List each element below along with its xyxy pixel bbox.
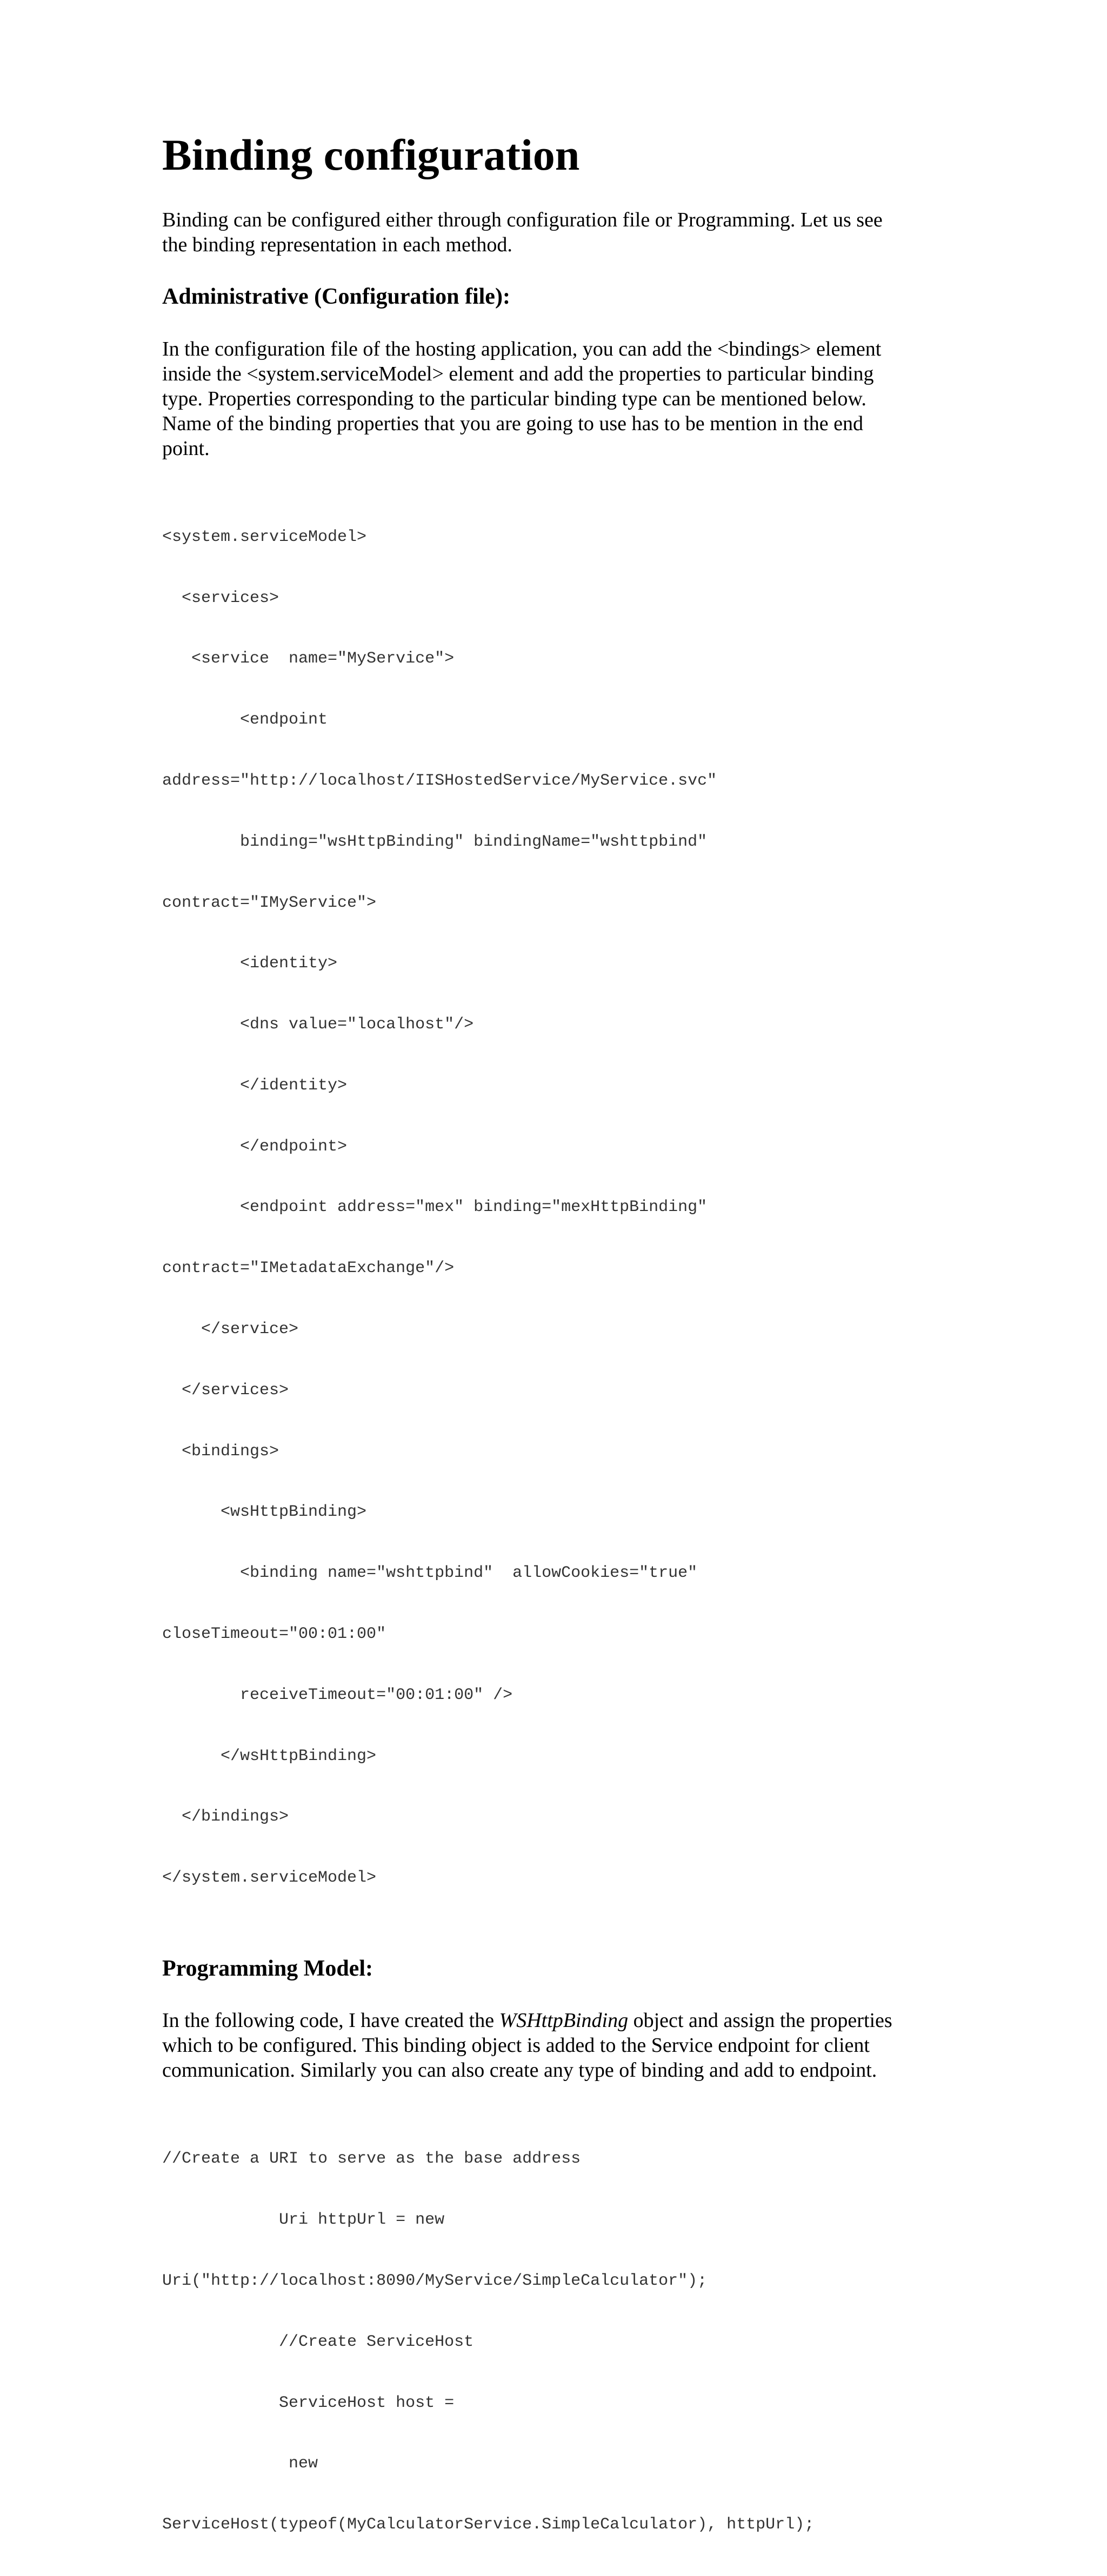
admin-paragraph-line: point. [162, 437, 210, 460]
intro-line: the binding representation in each method. [162, 233, 512, 257]
code-line: <dns value="localhost"/> [162, 1015, 474, 1034]
document-page [162, 108, 962, 2576]
code-line: contract="IMetadataExchange"/> [162, 1259, 455, 1278]
admin-paragraph-line: In the configuration file of the hosting application, you can add the <bindings> element [162, 337, 882, 360]
code-line: <endpoint [162, 711, 328, 730]
code-line: address="http://localhost/IISHostedService/MyService.svc" [162, 772, 717, 790]
code-line: <services> [162, 588, 279, 607]
code-line: </bindings> [162, 1808, 289, 1826]
code-line: receiveTimeout="00:01:00" /> [162, 1685, 513, 1704]
code-line: new [162, 2454, 318, 2473]
admin-paragraph-line: inside the <system.serviceModel> element and add the properties to particular binding [162, 362, 874, 385]
code-line: contract="IMyService"> [162, 893, 377, 912]
admin-paragraph [162, 337, 962, 461]
code-line: <system.serviceModel> [162, 527, 367, 546]
code-line: closeTimeout="00:01:00" [162, 1624, 386, 1643]
admin-paragraph-line: type. Properties corresponding to the particular binding type can be mentioned below. [162, 387, 866, 410]
code-line: Uri httpUrl = new [162, 2211, 445, 2230]
programming-paragraph-line: communication. Similarly you can also create any type of binding and add to endpoint. [162, 2059, 877, 2082]
csharp-code-block [162, 2109, 962, 2576]
config-code-block [162, 487, 962, 1929]
code-line: <wsHttpBinding> [162, 1503, 367, 1522]
programming-paragraph-line [162, 2008, 962, 2033]
code-line: </identity> [162, 1076, 348, 1095]
para-text: In the following code, I have created the [162, 2009, 499, 2032]
code-line: ServiceHost host = [162, 2393, 455, 2412]
code-line: </wsHttpBinding> [162, 1747, 377, 1765]
code-line: </system.serviceModel> [162, 1869, 377, 1888]
code-line: binding="wsHttpBinding" bindingName="wshttpbind" [162, 832, 708, 851]
code-line: </service> [162, 1320, 299, 1339]
code-line: <bindings> [162, 1442, 279, 1461]
programming-paragraph [162, 2008, 962, 2083]
para-text: object and assign the properties [628, 2009, 892, 2032]
intro-paragraph [162, 208, 962, 257]
code-line: <service name="MyService"> [162, 650, 455, 668]
code-line: </services> [162, 1381, 289, 1400]
code-line: <endpoint address="mex" binding="mexHttpBinding" [162, 1198, 708, 1217]
code-line: ServiceHost(typeof(MyCalculatorService.SimpleCalculator), httpUrl); [162, 2515, 815, 2534]
code-line: <identity> [162, 954, 338, 973]
code-line: </endpoint> [162, 1137, 348, 1156]
page-title: Binding configuration [162, 130, 580, 179]
class-name-emphasis: WSHttpBinding [499, 2009, 629, 2032]
code-line: //Create ServiceHost [162, 2332, 474, 2351]
admin-paragraph-line: Name of the binding properties that you are going to use has to be mention in the end [162, 412, 863, 435]
section-heading-administrative: Administrative (Configuration file): [162, 284, 510, 310]
section-heading-programming-model: Programming Model: [162, 1956, 373, 1981]
code-line: <binding name="wshttpbind" allowCookies="true" [162, 1564, 698, 1583]
code-line: //Create a URI to serve as the base address [162, 2150, 581, 2169]
code-line: Uri("http://localhost:8090/MyService/SimpleCalculator"); [162, 2271, 708, 2290]
programming-paragraph-line: which to be configured. This binding object is added to the Service endpoint for client [162, 2034, 870, 2057]
intro-line: Binding can be configured either through configuration file or Programming. Let us see [162, 209, 883, 232]
